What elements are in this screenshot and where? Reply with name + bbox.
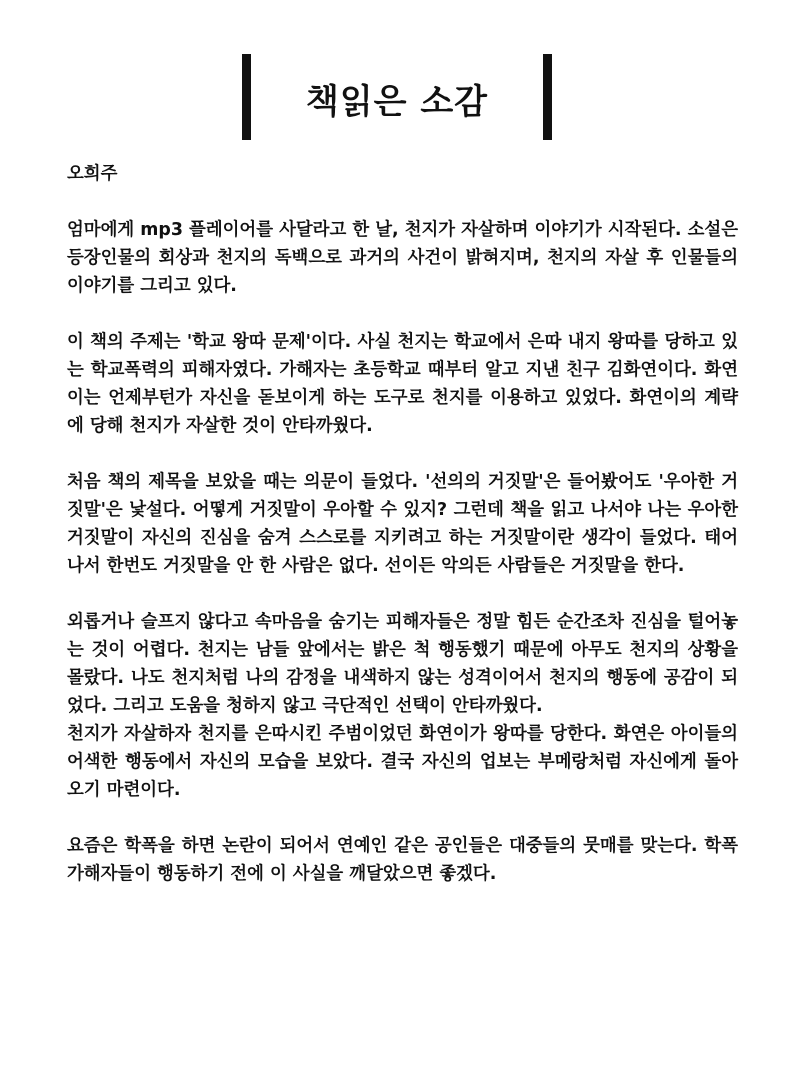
paragraph-summary: 엄마에게 mp3 플레이어를 사달라고 한 날, 천지가 자살하며 이야기가 시작된다. 소설은 등장인물의 회상과 천지의 독백으로 과거의 사건이 밝혀지며, 천지의 자살 후 인물들의 이야기를 그리고 있다. — [67, 220, 738, 296]
paragraph-gap — [67, 580, 738, 608]
page-title: 책읽은 소감 — [305, 82, 489, 122]
paragraph-hidden-feelings: 외롭거나 슬프지 않다고 속마음을 숨기는 피해자들은 정말 힘든 순간조차 진심을 털어놓는 것이 어렵다. 천지는 남들 앞에서는 밝은 척 행동했기 때문에 아무도 천지의 상황을 몰랐다. 나도 천지처럼 나의 감정을 내색하지 않는 성격이어서 천지의 행동에 공감이 되었다. 그리고 도움을 청하지 않고 극단적인 선택이 안타까웠다. — [67, 612, 738, 716]
essay-body — [67, 160, 738, 888]
paragraph-conclusion: 요즘은 학폭을 하면 논란이 되어서 연예인 같은 공인들은 대중들의 뭇매를 맞는다. 학폭 가해자들이 행동하기 전에 이 사실을 깨달았으면 좋겠다. — [67, 836, 738, 884]
paragraph-title-reflection: 처음 책의 제목을 보았을 때는 의문이 들었다. '선의의 거짓말'은 들어봤어도 '우아한 거짓말'은 낯설다. 어떻게 거짓말이 우아할 수 있지? 그런데 책을 읽고 나서야 나는 우아한 거짓말이 자신의 진심을 숨겨 스스로를 지키려고 하는 거짓말이란 생각이 들었다. 태어나서 한번도 거짓말을 안 한 사람은 없다. 선이든 악의든 사람들은 거짓말을 한다. — [67, 472, 738, 576]
paragraph-theme: 이 책의 주제는 '학교 왕따 문제'이다. 사실 천지는 학교에서 은따 내지 왕따를 당하고 있는 학교폭력의 피해자였다. 가해자는 초등학교 때부터 알고 지낸 친구 김화연이다. 화연이는 언제부턴가 자신을 돋보이게 하는 도구로 천지를 이용하고 있었다. 화연이의 계략에 당해 천지가 자살한 것이 안타까웠다. — [67, 332, 738, 436]
paragraph-karma: 천지가 자살하자 천지를 은따시킨 주범이었던 화연이가 왕따를 당한다. 화연은 아이들의 어색한 행동에서 자신의 모습을 보았다. 결국 자신의 업보는 부메랑처럼 자신에게 돌아오기 마련이다. — [67, 724, 738, 800]
author-name: 오희주 — [67, 164, 118, 184]
paragraph-gap — [67, 300, 738, 328]
paragraph-gap — [67, 440, 738, 468]
title-right-bar — [543, 54, 552, 140]
title-frame — [242, 54, 552, 140]
paragraph-gap — [67, 804, 738, 832]
